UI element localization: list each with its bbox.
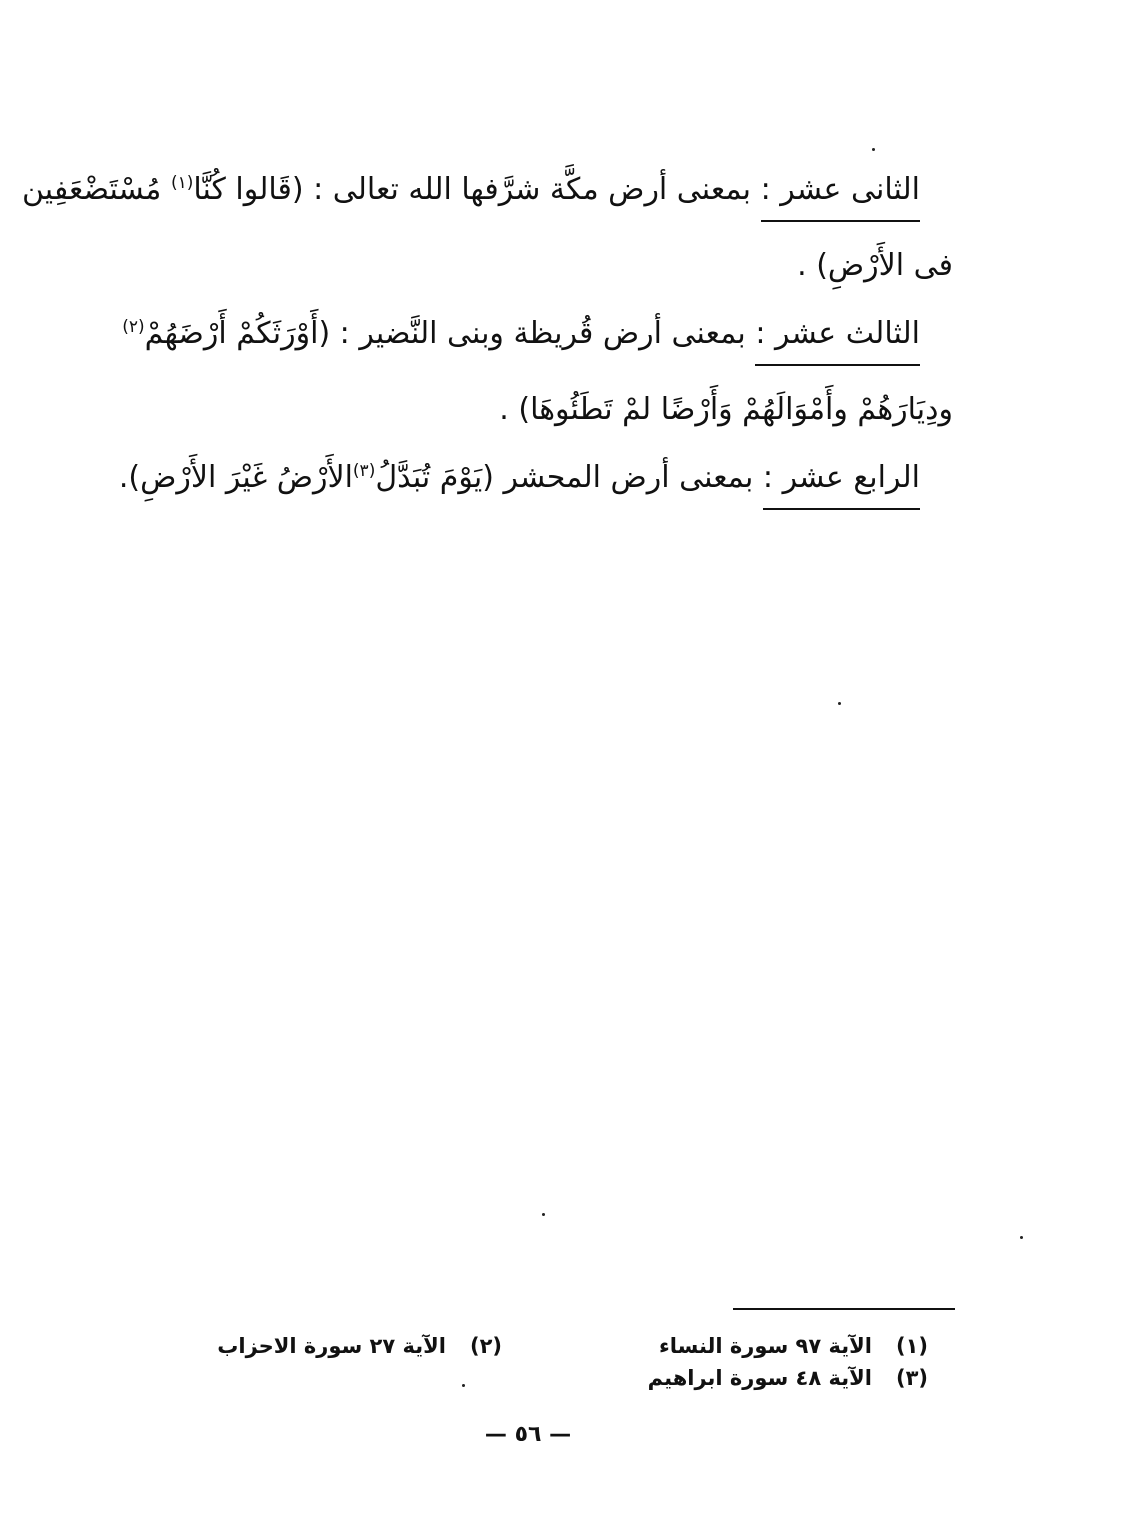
- paragraph-2-lead: الثالث عشر :: [755, 314, 920, 366]
- paragraph-2-continuation: ودِيَارَهُمْ وأَمْوَالَهُمْ وَأَرْضًا لمْ تَطَئُوهَا) .: [499, 392, 953, 427]
- scan-speck: [1020, 1236, 1023, 1239]
- scan-speck: [872, 148, 875, 151]
- footnote-3-number: (٣): [895, 1366, 928, 1390]
- footnote-1-text: الآية ٩٧ سورة النساء: [658, 1334, 872, 1358]
- paragraph-1-text-end: مُسْتَضْعَفِين: [21, 172, 162, 207]
- paragraph-1-line-2: [797, 246, 953, 286]
- paragraph-2-text: بمعنى أرض قُريظة وبنى النَّضير : (أَوْرَثَكُمْ أَرْضَهُمْ: [144, 316, 746, 351]
- footnote-3-text: الآية ٤٨ سورة ابراهيم: [647, 1366, 872, 1390]
- footnote-ref-1: (١): [170, 173, 194, 193]
- paragraph-2-line-2: [499, 390, 953, 430]
- footnote-1: [659, 1331, 928, 1361]
- paragraph-2-line-1: [122, 314, 920, 366]
- footnote-2: [217, 1331, 502, 1361]
- paragraph-3-text: بمعنى أرض المحشر (يَوْمَ تُبَدَّلُ: [375, 460, 754, 495]
- scan-speck: [838, 702, 841, 705]
- footnote-ref-3: (٣): [352, 461, 376, 481]
- footnote-ref-2: (٢): [122, 317, 145, 337]
- scan-speck: [462, 1384, 465, 1387]
- paragraph-1-text: بمعنى أرض مكَّة شرَّفها الله تعالى : (قَالوا كُنَّا: [193, 172, 752, 207]
- paragraph-1-continuation: فى الأَرْضِ) .: [797, 248, 953, 283]
- footnote-1-number: (١): [895, 1334, 928, 1358]
- paragraph-3-text-end: الأَرْضُ غَيْرَ الأَرْضِ).: [118, 460, 353, 495]
- paragraph-1-lead: الثانى عشر :: [761, 170, 920, 222]
- paragraph-3-line-1: [119, 458, 920, 510]
- paragraph-1-line-1: [21, 170, 920, 222]
- footnote-3: [648, 1363, 928, 1393]
- footnote-2-number: (٢): [469, 1334, 502, 1358]
- footnote-separator: [733, 1308, 955, 1310]
- footnote-2-text: الآية ٢٧ سورة الاحزاب: [217, 1334, 446, 1358]
- scan-speck: [542, 1213, 545, 1216]
- paragraph-3-lead: الرابع عشر :: [763, 458, 920, 510]
- page-number: — ٥٦ —: [484, 1422, 572, 1447]
